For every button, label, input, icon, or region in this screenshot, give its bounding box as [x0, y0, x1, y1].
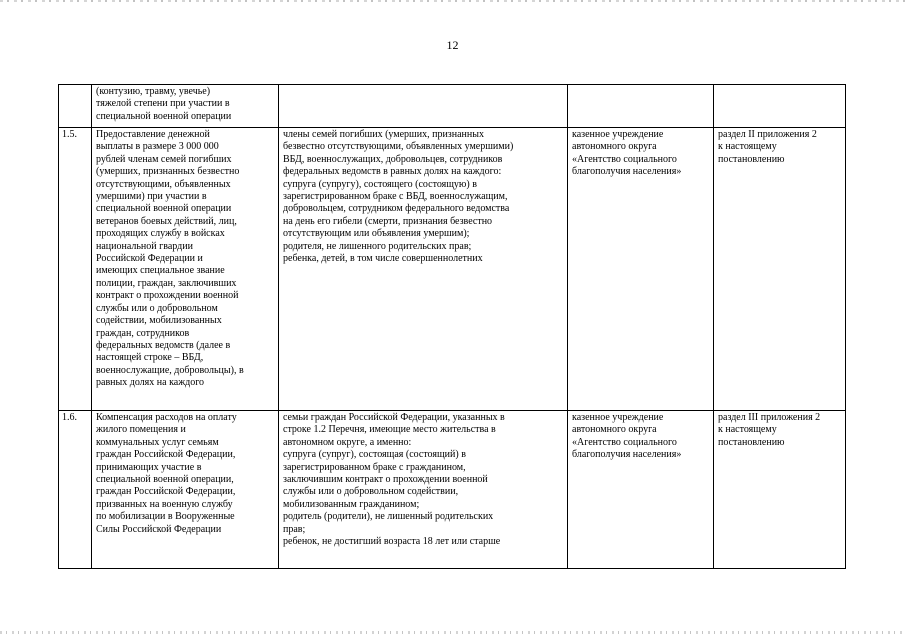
text-line: граждан Российской Федерации, [96, 449, 236, 461]
recipients-cell [279, 85, 568, 128]
legal-basis-cell [714, 128, 846, 411]
text-line: к настоящему [718, 424, 777, 436]
text-line: (контузию, травму, увечье) [96, 86, 211, 97]
provider-cell [568, 128, 714, 411]
text-line: благополучия населения» [572, 449, 682, 461]
row-number: 1.5. [62, 129, 77, 140]
text-line: специальной военной операции [96, 110, 232, 122]
text-line: коммунальных услуг семьям [96, 436, 219, 448]
text-line: раздел III приложения 2 [718, 412, 821, 423]
text-line: автономного округа [572, 141, 657, 153]
text-line: отсутствующим или объявления умершим); [283, 228, 470, 240]
text-line: Компенсация расходов на оплату [96, 412, 237, 423]
text-line: граждан Российской Федерации, [96, 486, 236, 498]
text-line: ребенок, не достигший возраста 18 лет или старше [283, 536, 501, 548]
text-line: супруга (супругу), состоящего (состоящую) в [283, 178, 477, 190]
text-line: умершими) при участии в [96, 191, 207, 203]
row-number-cell [59, 85, 92, 128]
text-line: к настоящему [718, 141, 777, 153]
text-line: мобилизованным гражданином; [283, 498, 420, 510]
legal-basis-cell [714, 411, 846, 569]
text-line: зарегистрированном браке с гражданином, [283, 461, 466, 473]
scan-edge-top [0, 0, 905, 2]
text-line: ВБД, военнослужащих, добровольцев, сотрудников [283, 153, 503, 165]
text-line: жилого помещения и [96, 424, 186, 436]
provider-cell [568, 411, 714, 569]
text-line: раздел II приложения 2 [718, 129, 817, 140]
services-table [58, 84, 846, 569]
text-line: отсутствующими, объявленных [96, 178, 231, 190]
text-line: федеральных ведомств (далее в [96, 339, 231, 351]
text-line: прав; [283, 523, 306, 535]
text-line: казенное учреждение [572, 129, 664, 140]
row-number-cell [59, 411, 92, 569]
text-line: службы или о добровольном содействии, [283, 486, 459, 498]
text-line: «Агентство социального [572, 436, 677, 448]
text-line: рублей членам семей погибших [96, 153, 232, 165]
text-line: выплаты в размере 3 000 000 [96, 141, 219, 153]
text-line: тяжелой степени при участии в [96, 98, 230, 110]
scan-edge-bottom [0, 631, 905, 634]
text-line: ребенка, детей, в том числе совершеннолетних [283, 253, 483, 265]
text-line: Предоставление денежной [96, 129, 210, 140]
text-line: автономном округе, а именно: [283, 436, 412, 448]
table-row [59, 128, 846, 411]
text-line: на день его гибели (смерти, признания безвестно [283, 215, 493, 227]
page-number: 12 [446, 38, 459, 52]
text-line: безвестно отсутствующими, объявленных умершими) [283, 141, 514, 153]
text-line: граждан, сотрудников [96, 327, 190, 339]
text-line: специальной военной операции, [96, 474, 234, 486]
recipients-cell [279, 411, 568, 569]
row-number: 1.6. [62, 412, 77, 423]
provider-cell [568, 85, 714, 128]
row-number-cell [59, 128, 92, 411]
table-row [59, 85, 846, 128]
text-line: призванных на военную службу [96, 498, 233, 510]
text-line: федеральных ведомств в равных долях на каждого: [283, 166, 502, 178]
text-line: полиции, граждан, заключивших [96, 277, 237, 289]
text-line: родитель (родители), не лишенный родительских [283, 511, 494, 523]
text-line: родителя, не лишенного родительских прав; [283, 240, 472, 252]
text-line: принимающих участие в [96, 461, 202, 473]
text-line: содействии, мобилизованных [96, 315, 222, 327]
recipients-cell [279, 128, 568, 411]
table-row [59, 411, 846, 569]
measure-name-cell [92, 411, 279, 569]
text-line: по мобилизации в Вооруженные [96, 511, 235, 523]
text-line: автономного округа [572, 424, 657, 436]
measure-name-cell [92, 128, 279, 411]
text-line: контракт о прохождении военной [96, 290, 239, 302]
text-line: супруга (супруг), состоящая (состоящий) в [283, 449, 466, 461]
text-line: добровольцем, сотрудником федерального ведомства [283, 203, 510, 215]
text-line: благополучия населения» [572, 166, 682, 178]
text-line: специальной военной операции [96, 203, 232, 215]
text-line: Силы Российской Федерации [96, 523, 222, 535]
text-line: строке 1.2 Перечня, имеющие место жительства в [283, 424, 496, 436]
text-line: семьи граждан Российской Федерации, указанных в [283, 412, 505, 423]
text-line: постановлению [718, 153, 785, 165]
text-line: военнослужащие, добровольцы), в [96, 364, 244, 376]
legal-basis-cell [714, 85, 846, 128]
text-line: Российской Федерации и [96, 253, 203, 265]
text-line: имеющих специальное звание [96, 265, 225, 277]
text-line: члены семей погибших (умерших, признанных [283, 129, 484, 140]
text-line: проходящих службу в войсках [96, 228, 225, 240]
text-line: постановлению [718, 436, 785, 448]
text-line: заключившим контракт о прохождении военной [283, 474, 488, 486]
text-line: службы или о добровольном [96, 302, 218, 314]
text-line: национальной гвардии [96, 240, 193, 252]
text-line: равных долях на каждого [96, 377, 205, 389]
text-line: «Агентство социального [572, 153, 677, 165]
text-line: ветеранов боевых действий, лиц, [96, 215, 237, 227]
text-line: (умерших, признанных безвестно [96, 166, 240, 178]
measure-name-cell [92, 85, 279, 128]
text-line: зарегистрированном браке с ВБД, военнослужащим, [283, 191, 508, 203]
text-line: казенное учреждение [572, 412, 664, 423]
text-line: настоящей строке – ВБД, [96, 352, 204, 364]
